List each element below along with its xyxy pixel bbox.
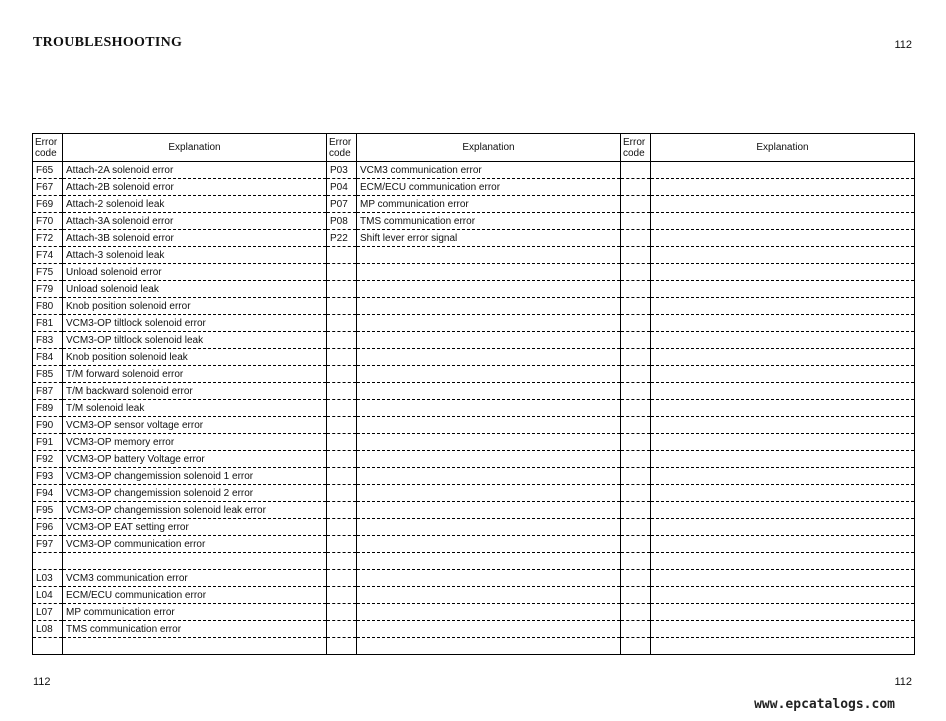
explanation-cell: Unload solenoid leak xyxy=(63,281,327,298)
explanation-cell xyxy=(357,570,621,587)
error-code-cell xyxy=(327,264,357,281)
error-code-cell xyxy=(327,332,357,349)
header-error-code-3: Error code xyxy=(621,134,651,162)
explanation-cell xyxy=(357,638,621,655)
error-code-cell xyxy=(327,604,357,621)
header-error-code-2: Error code xyxy=(327,134,357,162)
explanation-cell: TMS communication error xyxy=(357,213,621,230)
explanation-cell xyxy=(357,383,621,400)
error-code-cell xyxy=(621,570,651,587)
explanation-cell xyxy=(357,400,621,417)
error-code-cell xyxy=(327,247,357,264)
error-code-cell xyxy=(621,383,651,400)
error-code-cell: F70 xyxy=(33,213,63,230)
explanation-cell xyxy=(357,315,621,332)
explanation-cell: VCM3-OP tiltlock solenoid error xyxy=(63,315,327,332)
explanation-cell xyxy=(651,264,915,281)
explanation-cell xyxy=(357,587,621,604)
explanation-cell: TMS communication error xyxy=(63,621,327,638)
error-code-cell xyxy=(621,179,651,196)
explanation-cell xyxy=(357,298,621,315)
explanation-cell xyxy=(651,519,915,536)
error-code-cell xyxy=(621,247,651,264)
table-row xyxy=(33,638,915,655)
error-code-cell xyxy=(327,281,357,298)
explanation-cell: Unload solenoid error xyxy=(63,264,327,281)
error-code-cell xyxy=(621,621,651,638)
explanation-cell xyxy=(63,638,327,655)
explanation-cell: MP communication error xyxy=(63,604,327,621)
explanation-cell xyxy=(651,638,915,655)
table-row xyxy=(33,434,915,451)
explanation-cell xyxy=(357,332,621,349)
explanation-cell: VCM3 communication error xyxy=(357,162,621,179)
error-code-cell xyxy=(327,519,357,536)
explanation-cell: VCM3-OP changemission solenoid leak error xyxy=(63,502,327,519)
table-row xyxy=(33,281,915,298)
explanation-cell xyxy=(651,502,915,519)
error-code-cell xyxy=(33,553,63,570)
error-code-cell xyxy=(621,196,651,213)
error-code-cell xyxy=(327,400,357,417)
error-code-cell xyxy=(621,366,651,383)
table-row xyxy=(33,451,915,468)
error-code-cell: F93 xyxy=(33,468,63,485)
error-code-cell xyxy=(327,570,357,587)
table-row xyxy=(33,349,915,366)
header-explanation-1: Explanation xyxy=(63,134,327,162)
error-code-cell xyxy=(621,502,651,519)
explanation-cell xyxy=(651,247,915,264)
table-row xyxy=(33,621,915,638)
error-code-cell: P08 xyxy=(327,213,357,230)
error-code-cell xyxy=(621,332,651,349)
table-row xyxy=(33,553,915,570)
error-code-cell xyxy=(327,349,357,366)
table-row xyxy=(33,502,915,519)
error-code-cell: L07 xyxy=(33,604,63,621)
explanation-cell: VCM3-OP EAT setting error xyxy=(63,519,327,536)
table-row xyxy=(33,519,915,536)
explanation-cell: VCM3-OP sensor voltage error xyxy=(63,417,327,434)
explanation-cell xyxy=(651,400,915,417)
error-code-cell: F90 xyxy=(33,417,63,434)
explanation-cell: Attach-3 solenoid leak xyxy=(63,247,327,264)
table-header-row xyxy=(33,134,915,162)
explanation-cell xyxy=(651,315,915,332)
explanation-cell: Attach-2 solenoid leak xyxy=(63,196,327,213)
error-code-cell xyxy=(621,604,651,621)
explanation-cell xyxy=(357,621,621,638)
error-code-cell: L03 xyxy=(33,570,63,587)
explanation-cell xyxy=(651,162,915,179)
error-code-cell: F91 xyxy=(33,434,63,451)
explanation-cell xyxy=(357,349,621,366)
explanation-cell: T/M solenoid leak xyxy=(63,400,327,417)
error-code-cell: P03 xyxy=(327,162,357,179)
explanation-cell xyxy=(651,179,915,196)
error-code-cell xyxy=(327,502,357,519)
error-code-cell: F97 xyxy=(33,536,63,553)
error-code-cell: F74 xyxy=(33,247,63,264)
error-code-cell xyxy=(621,230,651,247)
explanation-cell xyxy=(651,468,915,485)
error-code-cell xyxy=(327,621,357,638)
page-title: TROUBLESHOOTING xyxy=(33,35,183,50)
explanation-cell xyxy=(357,604,621,621)
error-code-cell xyxy=(327,536,357,553)
explanation-cell xyxy=(651,383,915,400)
error-code-cell: F67 xyxy=(33,179,63,196)
error-code-cell xyxy=(327,638,357,655)
header-explanation-2: Explanation xyxy=(357,134,621,162)
error-code-cell xyxy=(621,434,651,451)
explanation-cell xyxy=(651,349,915,366)
explanation-cell xyxy=(651,553,915,570)
error-code-cell: P04 xyxy=(327,179,357,196)
error-code-cell xyxy=(621,315,651,332)
explanation-cell: Attach-2B solenoid error xyxy=(63,179,327,196)
error-code-cell xyxy=(621,349,651,366)
explanation-cell xyxy=(357,536,621,553)
explanation-cell xyxy=(651,230,915,247)
table-row xyxy=(33,604,915,621)
error-code-cell: F72 xyxy=(33,230,63,247)
error-code-cell: F89 xyxy=(33,400,63,417)
explanation-cell xyxy=(651,536,915,553)
table-row xyxy=(33,536,915,553)
error-code-cell: F94 xyxy=(33,485,63,502)
error-code-cell xyxy=(621,298,651,315)
error-code-cell: F96 xyxy=(33,519,63,536)
error-code-cell xyxy=(621,553,651,570)
error-code-cell: F79 xyxy=(33,281,63,298)
table-row xyxy=(33,230,915,247)
explanation-cell xyxy=(357,264,621,281)
table-row xyxy=(33,196,915,213)
explanation-cell xyxy=(651,298,915,315)
table-row xyxy=(33,417,915,434)
explanation-cell xyxy=(357,553,621,570)
explanation-cell xyxy=(357,247,621,264)
error-code-cell xyxy=(621,536,651,553)
header-error-code-1: Error code xyxy=(33,134,63,162)
explanation-cell: Attach-3B solenoid error xyxy=(63,230,327,247)
error-code-cell: F87 xyxy=(33,383,63,400)
error-code-cell xyxy=(621,417,651,434)
error-code-cell xyxy=(621,485,651,502)
explanation-cell: VCM3-OP communication error xyxy=(63,536,327,553)
explanation-cell: Knob position solenoid error xyxy=(63,298,327,315)
error-code-cell xyxy=(621,451,651,468)
error-code-cell: F84 xyxy=(33,349,63,366)
error-code-cell xyxy=(327,434,357,451)
explanation-cell: VCM3-OP memory error xyxy=(63,434,327,451)
explanation-cell xyxy=(357,485,621,502)
error-code-cell xyxy=(621,162,651,179)
explanation-cell xyxy=(651,604,915,621)
error-code-cell xyxy=(327,298,357,315)
table-row xyxy=(33,383,915,400)
watermark: www.epcatalogs.com xyxy=(754,697,895,712)
error-code-cell xyxy=(327,315,357,332)
error-code-table xyxy=(32,133,915,655)
explanation-cell: VCM3 communication error xyxy=(63,570,327,587)
table-row xyxy=(33,162,915,179)
page-number-bottom-left: 112 xyxy=(33,676,51,688)
explanation-cell: MP communication error xyxy=(357,196,621,213)
error-code-cell xyxy=(621,519,651,536)
explanation-cell xyxy=(357,468,621,485)
table-row xyxy=(33,298,915,315)
error-code-cell: F95 xyxy=(33,502,63,519)
explanation-cell xyxy=(651,570,915,587)
table-body xyxy=(33,162,915,655)
explanation-cell xyxy=(357,519,621,536)
explanation-cell xyxy=(651,451,915,468)
table-row xyxy=(33,315,915,332)
explanation-cell xyxy=(651,485,915,502)
error-code-cell xyxy=(621,468,651,485)
table-row xyxy=(33,366,915,383)
explanation-cell xyxy=(357,417,621,434)
error-code-cell: F75 xyxy=(33,264,63,281)
table-row xyxy=(33,468,915,485)
explanation-cell xyxy=(651,213,915,230)
error-code-cell xyxy=(621,638,651,655)
page-number-bottom-right: 112 xyxy=(894,676,912,688)
error-code-cell: F92 xyxy=(33,451,63,468)
error-code-cell: F80 xyxy=(33,298,63,315)
header-explanation-3: Explanation xyxy=(651,134,915,162)
explanation-cell: Shift lever error signal xyxy=(357,230,621,247)
explanation-cell: Attach-2A solenoid error xyxy=(63,162,327,179)
error-code-cell: F83 xyxy=(33,332,63,349)
table-row xyxy=(33,587,915,604)
table-row xyxy=(33,570,915,587)
explanation-cell xyxy=(651,621,915,638)
error-code-cell xyxy=(621,281,651,298)
table-row xyxy=(33,179,915,196)
error-code-cell xyxy=(33,638,63,655)
explanation-cell: VCM3-OP battery Voltage error xyxy=(63,451,327,468)
error-code-cell xyxy=(327,485,357,502)
explanation-cell xyxy=(357,281,621,298)
table-row xyxy=(33,485,915,502)
explanation-cell xyxy=(357,502,621,519)
table-row xyxy=(33,213,915,230)
table-row xyxy=(33,264,915,281)
explanation-cell xyxy=(651,332,915,349)
explanation-cell xyxy=(651,417,915,434)
error-code-cell xyxy=(327,366,357,383)
table-row xyxy=(33,400,915,417)
error-code-cell: L04 xyxy=(33,587,63,604)
explanation-cell xyxy=(651,587,915,604)
error-code-cell xyxy=(621,587,651,604)
explanation-cell xyxy=(651,196,915,213)
page-number-top: 112 xyxy=(894,39,912,51)
explanation-cell xyxy=(651,434,915,451)
explanation-cell: Knob position solenoid leak xyxy=(63,349,327,366)
error-code-cell xyxy=(327,587,357,604)
error-code-cell xyxy=(327,417,357,434)
table-row xyxy=(33,247,915,264)
error-code-cell: F69 xyxy=(33,196,63,213)
error-code-cell xyxy=(327,468,357,485)
explanation-cell xyxy=(651,366,915,383)
explanation-cell xyxy=(357,434,621,451)
explanation-cell: ECM/ECU communication error xyxy=(63,587,327,604)
explanation-cell: Attach-3A solenoid error xyxy=(63,213,327,230)
explanation-cell: VCM3-OP tiltlock solenoid leak xyxy=(63,332,327,349)
error-code-cell: F65 xyxy=(33,162,63,179)
explanation-cell: T/M forward solenoid error xyxy=(63,366,327,383)
explanation-cell xyxy=(651,281,915,298)
error-code-cell xyxy=(621,213,651,230)
explanation-cell: ECM/ECU communication error xyxy=(357,179,621,196)
error-code-cell: F81 xyxy=(33,315,63,332)
explanation-cell xyxy=(357,451,621,468)
explanation-cell xyxy=(357,366,621,383)
error-code-cell: P07 xyxy=(327,196,357,213)
explanation-cell: VCM3-OP changemission solenoid 1 error xyxy=(63,468,327,485)
error-code-cell xyxy=(327,553,357,570)
error-code-cell xyxy=(327,451,357,468)
error-code-cell xyxy=(621,264,651,281)
explanation-cell xyxy=(63,553,327,570)
table-row xyxy=(33,332,915,349)
error-code-cell xyxy=(621,400,651,417)
explanation-cell: VCM3-OP changemission solenoid 2 error xyxy=(63,485,327,502)
error-code-cell: L08 xyxy=(33,621,63,638)
error-code-cell: F85 xyxy=(33,366,63,383)
error-code-cell xyxy=(327,383,357,400)
error-code-cell: P22 xyxy=(327,230,357,247)
explanation-cell: T/M backward solenoid error xyxy=(63,383,327,400)
